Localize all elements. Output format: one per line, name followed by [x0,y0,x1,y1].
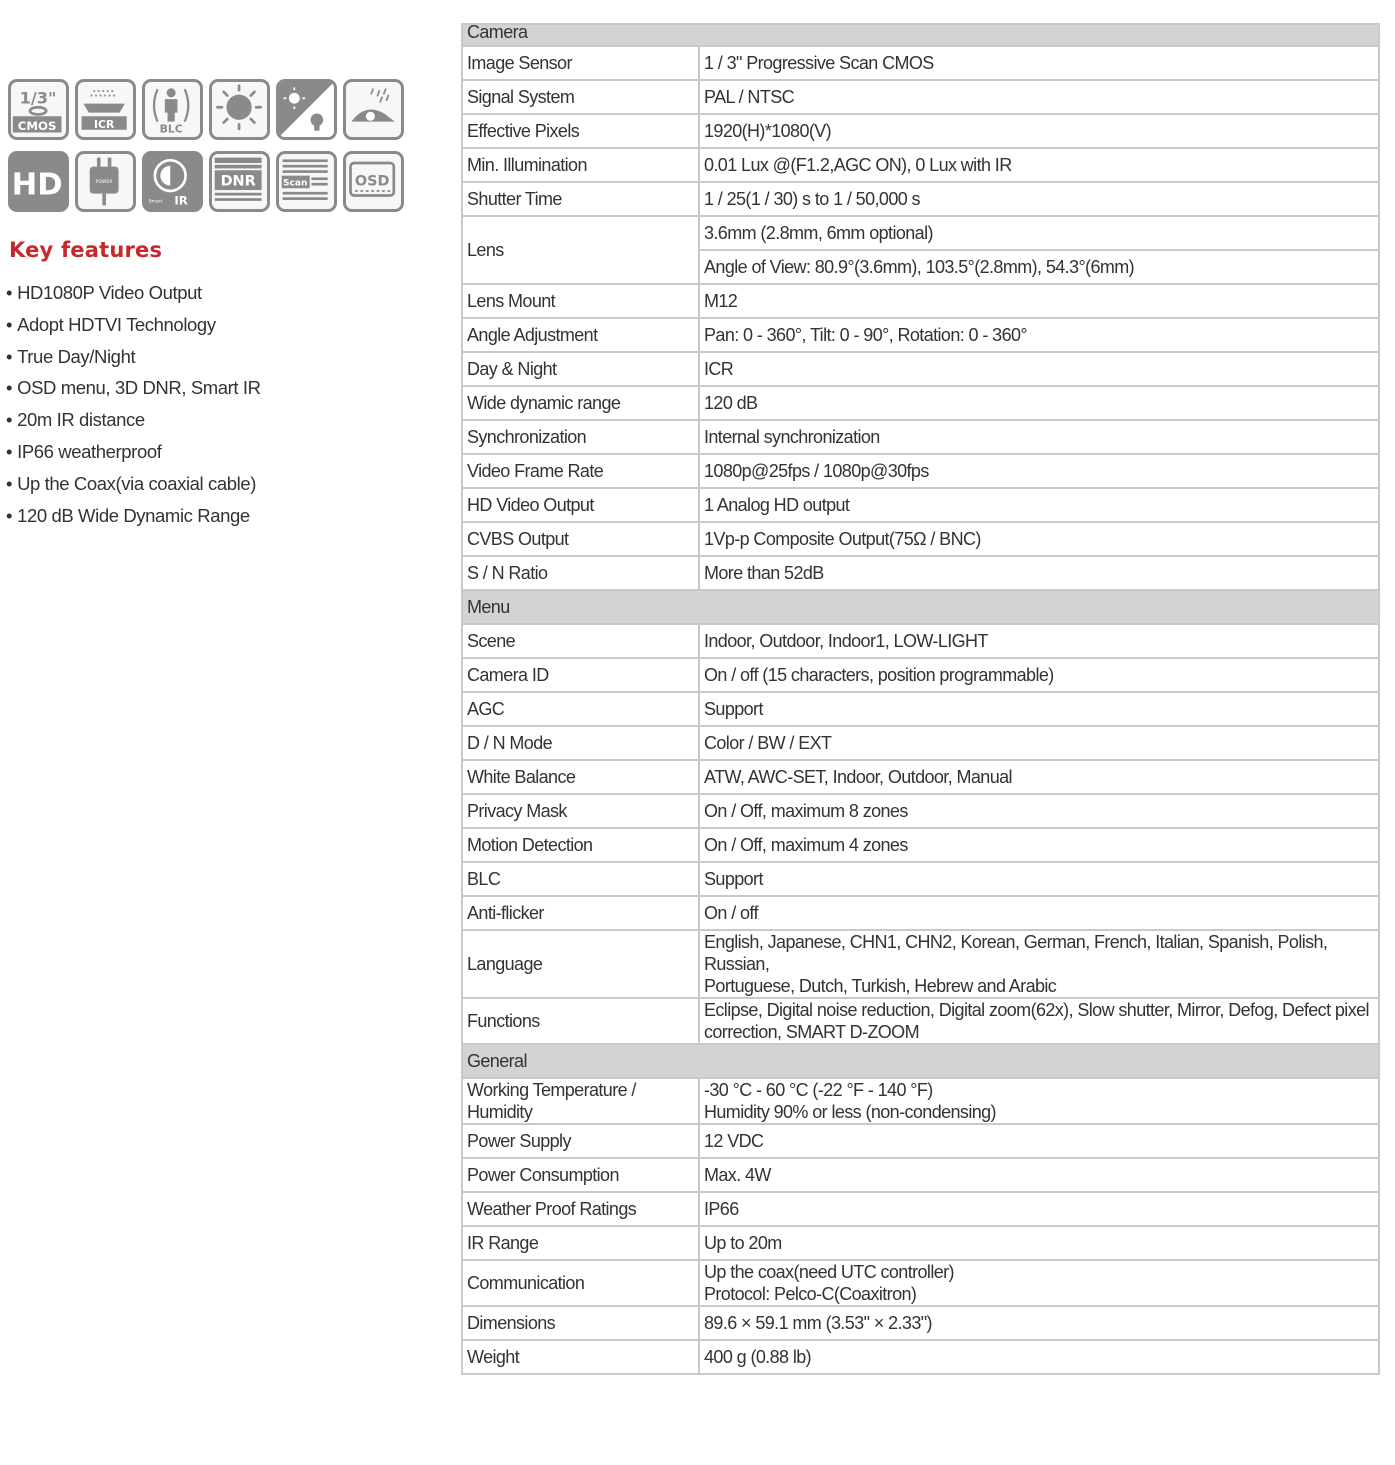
smart-ir-icon-label-small: Smart [148,199,163,205]
table-row [462,454,1379,488]
spec-label: Video Frame Rate [462,454,699,488]
osd-icon [343,151,404,212]
osd-icon-label: OSD [354,173,390,190]
spec-value: 1Vp-p Composite Output(75Ω / BNC) [699,522,1379,556]
spec-label: Working Temperature / Humidity [462,1078,699,1124]
table-row [462,420,1379,454]
spec-value: Support [699,862,1379,896]
table-row [462,148,1379,182]
spec-label: CVBS Output [462,522,699,556]
blc-icon-label: BLC [159,122,183,136]
spec-label: Communication [462,1260,699,1306]
list-item [6,404,261,436]
table-row [462,624,1379,658]
spec-value: On / off (15 characters, position programmable) [699,658,1379,692]
bullet: • [6,282,13,303]
spec-value: 120 dB [699,386,1379,420]
spec-value: Up to 20m [699,1226,1379,1260]
cmos-icon-label-top: 1/3" [19,88,57,108]
spec-value: 0.01 Lux @(F1.2,AGC ON), 0 Lux with IR [699,148,1379,182]
list-item [6,468,261,500]
section-header-row [462,1044,1379,1078]
table-row [462,726,1379,760]
bullet: • [6,472,13,494]
spec-value [699,930,1379,998]
spec-label: Privacy Mask [462,794,699,828]
list-item [6,309,261,341]
spec-value: Color / BW / EXT [699,726,1379,760]
spec-label: Effective Pixels [462,114,699,148]
spec-label: Scene [462,624,699,658]
spec-value: More than 52dB [699,556,1379,590]
spec-label: HD Video Output [462,488,699,522]
key-feature-text: Adopt HDTVI Technology [17,313,216,335]
bullet: • [6,440,13,462]
icr-icon [75,79,136,140]
list-item [6,372,261,404]
spec-value: ATW, AWC-SET, Indoor, Outdoor, Manual [699,760,1379,794]
spec-label: Camera ID [462,658,699,692]
smart-ir-icon [142,151,203,212]
spec-label: Min. Illumination [462,148,699,182]
spec-value: Angle of View: 80.9°(3.6mm), 103.5°(2.8mm), 54.3°(6mm) [699,250,1379,284]
key-feature-text: IP66 weatherproof [17,440,162,462]
table-row [462,352,1379,386]
spec-value: Pan: 0 - 360°, Tilt: 0 - 90°, Rotation: 0 - 360° [699,318,1379,352]
table-row [462,80,1379,114]
day-night-icon [276,79,337,140]
spec-value: 1 Analog HD output [699,488,1379,522]
icr-icon-label: ICR [94,117,115,131]
spec-value: On / Off, maximum 4 zones [699,828,1379,862]
section-header-camera: Camera [462,24,1379,46]
list-item [6,341,261,373]
spec-value-line: English, Japanese, CHN1, CHN2, Korean, German, French, Italian, Spanish, Polish, Russian, [704,932,1328,974]
table-row [462,488,1379,522]
spec-value-line: -30 °C - 60 °C (-22 °F - 140 °F) [704,1080,933,1100]
bullet: • [6,504,13,526]
spec-value: Support [699,692,1379,726]
spec-value: PAL / NTSC [699,80,1379,114]
spec-label: Power Supply [462,1124,699,1158]
spec-value-line: Eclipse, Digital noise reduction, Digital zoom(62x), Slow shutter, Mirror, Defog, Defect pixel [704,1000,1369,1020]
table-row [462,794,1379,828]
bullet: • [6,345,13,367]
scan-icon-label: Scan [283,178,308,189]
table-row [462,998,1379,1044]
spec-label: Lens Mount [462,284,699,318]
key-feature-text: True Day/Night [17,345,136,367]
table-row [462,284,1379,318]
power-icon-label: POWER [95,179,113,185]
table-row [462,1260,1379,1306]
spec-label: BLC [462,862,699,896]
spec-label: S / N Ratio [462,556,699,590]
key-feature-text: Up the Coax(via coaxial cable) [17,472,256,494]
key-feature-text: HD1080P Video Output [17,282,202,303]
spec-value: 89.6 × 59.1 mm (3.53" × 2.33") [699,1306,1379,1340]
table-row [462,692,1379,726]
feature-icon-grid [8,79,412,223]
table-row [462,386,1379,420]
spec-table [461,23,1380,1375]
key-features-list [6,277,261,531]
spec-value: IP66 [699,1192,1379,1226]
spec-value: M12 [699,284,1379,318]
spec-label: Power Consumption [462,1158,699,1192]
dnr-icon [209,151,270,212]
spec-value: On / Off, maximum 8 zones [699,794,1379,828]
spec-value-line: Up the coax(need UTC controller) [704,1262,954,1282]
spec-value: Internal synchronization [699,420,1379,454]
spec-label: Functions [462,998,699,1044]
table-row [462,862,1379,896]
section-header-row [462,24,1379,46]
spec-value-line: correction, SMART D-ZOOM [704,1022,919,1042]
spec-value-line: Portuguese, Dutch, Turkish, Hebrew and Arabic [704,976,1057,996]
spec-value: ICR [699,352,1379,386]
spec-label: Lens [462,216,699,284]
table-row [462,1124,1379,1158]
spec-label: IR Range [462,1226,699,1260]
spec-value [699,998,1379,1044]
list-item [6,436,261,468]
spec-value: On / off [699,896,1379,930]
spec-label: Dimensions [462,1306,699,1340]
cmos-icon-label-bottom: CMOS [17,118,57,133]
spec-label: Signal System [462,80,699,114]
table-row [462,216,1379,250]
spec-value: 400 g (0.88 lb) [699,1340,1379,1374]
table-row [462,658,1379,692]
table-row [462,318,1379,352]
table-row [462,182,1379,216]
key-feature-text: 120 dB Wide Dynamic Range [17,504,250,526]
table-row [462,522,1379,556]
weatherproof-icon [343,79,404,140]
spec-label: Wide dynamic range [462,386,699,420]
spec-value: 12 VDC [699,1124,1379,1158]
bullet: • [6,313,13,335]
scan-icon [276,151,337,212]
spec-value [699,1260,1379,1306]
power-icon [75,151,136,212]
cmos-icon [8,79,69,140]
spec-value-line: Humidity 90% or less (non-condensing) [704,1102,996,1122]
table-row [462,1226,1379,1260]
spec-value: Max. 4W [699,1158,1379,1192]
spec-value-line: Protocol: Pelco-C(Coaxitron) [704,1284,917,1304]
spec-label: AGC [462,692,699,726]
feature-icon-row [8,79,412,140]
key-features-title: Key features [9,238,163,262]
spec-label: Weight [462,1340,699,1374]
spec-label: Image Sensor [462,46,699,80]
table-row [462,1078,1379,1124]
spec-value: 1 / 3" Progressive Scan CMOS [699,46,1379,80]
spec-value: Indoor, Outdoor, Indoor1, LOW-LIGHT [699,624,1379,658]
bullet: • [6,409,13,431]
table-row [462,1158,1379,1192]
spec-label: Synchronization [462,420,699,454]
list-item [6,277,261,309]
spec-label: Day & Night [462,352,699,386]
blc-icon [142,79,203,140]
smart-ir-icon-label: IR [174,193,188,208]
spec-label: White Balance [462,760,699,794]
spec-label: D / N Mode [462,726,699,760]
hd-icon [8,151,69,212]
key-feature-text: 20m IR distance [17,409,145,431]
spec-value: 1 / 25(1 / 30) s to 1 / 50,000 s [699,182,1379,216]
table-row [462,1192,1379,1226]
feature-icon-row [8,151,412,212]
table-row [462,114,1379,148]
table-row [462,896,1379,930]
section-header-menu: Menu [462,590,1379,624]
table-row [462,556,1379,590]
spec-label: Angle Adjustment [462,318,699,352]
table-row [462,1340,1379,1374]
table-row [462,828,1379,862]
section-header-row [462,590,1379,624]
wdr-sun-icon [209,79,270,140]
spec-label: Anti-flicker [462,896,699,930]
spec-value: 3.6mm (2.8mm, 6mm optional) [699,216,1379,250]
section-header-general: General [462,1044,1379,1078]
spec-value [699,1078,1379,1124]
list-item [6,500,261,532]
hd-icon-label: HD [11,167,63,203]
table-row [462,46,1379,80]
spec-value: 1920(H)*1080(V) [699,114,1379,148]
spec-label: Language [462,930,699,998]
spec-label: Shutter Time [462,182,699,216]
bullet: • [6,377,13,399]
key-feature-text: OSD menu, 3D DNR, Smart IR [17,377,261,399]
table-row [462,1306,1379,1340]
table-row [462,760,1379,794]
spec-label: Motion Detection [462,828,699,862]
table-row [462,930,1379,998]
spec-label: Weather Proof Ratings [462,1192,699,1226]
dnr-icon-label: DNR [220,173,256,190]
spec-value: 1080p@25fps / 1080p@30fps [699,454,1379,488]
